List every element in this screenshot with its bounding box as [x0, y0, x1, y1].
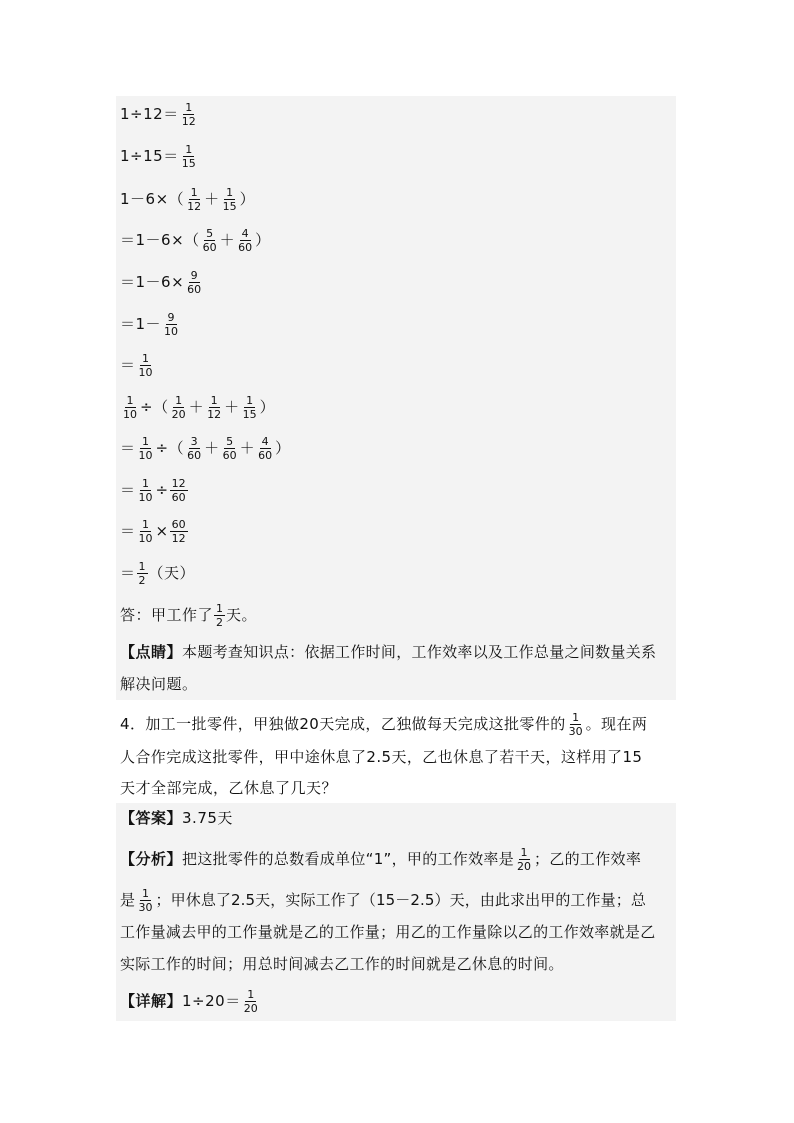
question-4-line-3: 天才全部完成，乙休息了几天？	[120, 779, 338, 797]
fraction: $\frac{1}{15}$	[222, 186, 237, 213]
answer-line: 答：甲工作了 $\frac{1}{2}$ 天。	[120, 602, 258, 629]
analysis-tag: 【分析】	[120, 850, 183, 868]
fraction: $\frac{5}{60}$	[222, 435, 237, 462]
solution-line-2: 1÷15＝ $\frac{1}{15}$	[120, 143, 196, 170]
fraction: $\frac{1}{10}$	[123, 394, 137, 421]
fraction: $\frac{1}{10}$	[138, 477, 153, 504]
solution-line-11: ＝ $\frac{1}{10}$ × $\frac{60}{12}$	[120, 518, 186, 545]
comment-tag: 【点睛】	[120, 643, 183, 661]
fraction: $\frac{1}{12}$	[187, 186, 202, 213]
fraction: $\frac{1}{20}$	[243, 988, 258, 1015]
fraction: $\frac{1}{10}$	[138, 435, 153, 462]
analysis-4-line-4: 实际工作的时间；用总时间减去乙工作的时间就是乙休息的时间。	[120, 955, 564, 973]
fraction: $\frac{1}{12}$	[207, 394, 222, 421]
fraction: $\frac{60}{12}$	[171, 518, 186, 545]
fraction: $\frac{4}{60}$	[258, 435, 273, 462]
answer-4: 【答案】 3.75天	[120, 809, 233, 827]
analysis-4-line-1: 【分析】 把这批零件的总数看成单位“1”，甲的工作效率是 $\frac{1}{20}$ ；乙的工作效率	[120, 846, 642, 873]
fraction: $\frac{1}{20}$	[517, 846, 532, 873]
fraction: $\frac{1}{20}$	[171, 394, 186, 421]
solution-line-4: ＝1－6×（ $\frac{5}{60}$ ＋ $\frac{4}{60}$ ）	[120, 227, 271, 254]
solution-line-7: ＝ $\frac{1}{10}$	[120, 352, 153, 379]
answer-tag: 【答案】	[120, 809, 183, 827]
solution-line-12: ＝ $\frac{1}{2}$ （天）	[120, 560, 196, 587]
solution-line-3: 1－6×（ $\frac{1}{12}$ ＋ $\frac{1}{15}$ ）	[120, 186, 256, 213]
fraction: $\frac{1}{10}$	[138, 518, 153, 545]
solution-line-1: 1÷12＝ $\frac{1}{12}$	[120, 101, 196, 128]
analysis-4-line-3: 工作量减去甲的工作量就是乙的工作量；用乙的工作量除以乙的工作效率就是乙	[120, 923, 656, 941]
fraction: $\frac{9}{10}$	[164, 311, 179, 338]
solution-line-10: ＝ $\frac{1}{10}$ ÷ $\frac{12}{60}$	[120, 477, 186, 504]
solution-line-6: ＝1－ $\frac{9}{10}$	[120, 311, 179, 338]
fraction: $\frac{1}{10}$	[138, 352, 153, 379]
fraction: $\frac{1}{15}$	[242, 394, 257, 421]
fraction: $\frac{1}{12}$	[181, 101, 196, 128]
fraction: $\frac{1}{2}$	[138, 560, 146, 587]
solution-line-9: ＝ $\frac{1}{10}$ ÷（ $\frac{3}{60}$ ＋ $\frac{5}{60}$ ＋ $\frac{4}{60}$ ）	[120, 435, 291, 462]
fraction: $\frac{9}{60}$	[187, 269, 202, 296]
fraction: $\frac{1}{30}$	[568, 711, 583, 738]
detail-tag: 【详解】	[120, 992, 183, 1010]
question-4-line-1: 4．加工一批零件，甲独做20天完成，乙独做每天完成这批零件的 $\frac{1}{30}$ 。现在两	[120, 711, 648, 738]
fraction: $\frac{12}{60}$	[171, 477, 186, 504]
detail-4: 【详解】 1÷20＝ $\frac{1}{20}$	[120, 988, 258, 1015]
fraction: $\frac{1}{30}$	[138, 887, 153, 914]
solution-line-8: $\frac{1}{10}$ ÷（ $\frac{1}{20}$ ＋ $\frac{1}{12}$ ＋ $\frac{1}{15}$ ）	[123, 394, 276, 421]
fraction: $\frac{5}{60}$	[202, 227, 217, 254]
solution-line-5: ＝1－6× $\frac{9}{60}$	[120, 269, 202, 296]
fraction: $\frac{3}{60}$	[187, 435, 202, 462]
question-4-line-2: 人合作完成这批零件，甲中途休息了2.5天，乙也休息了若干天，这样用了15	[120, 748, 643, 766]
comment-line-1: 【点睛】 本题考查知识点：依据工作时间，工作效率以及工作总量之间数量关系	[120, 643, 657, 661]
comment-line-2: 解决问题。	[120, 675, 198, 693]
fraction: $\frac{1}{15}$	[181, 143, 196, 170]
fraction: $\frac{1}{2}$	[216, 602, 224, 629]
fraction: $\frac{4}{60}$	[238, 227, 253, 254]
analysis-4-line-2: 是 $\frac{1}{30}$ ；甲休息了2.5天，实际工作了（15－2.5）天，由此求出甲的工作量；总	[120, 887, 646, 914]
